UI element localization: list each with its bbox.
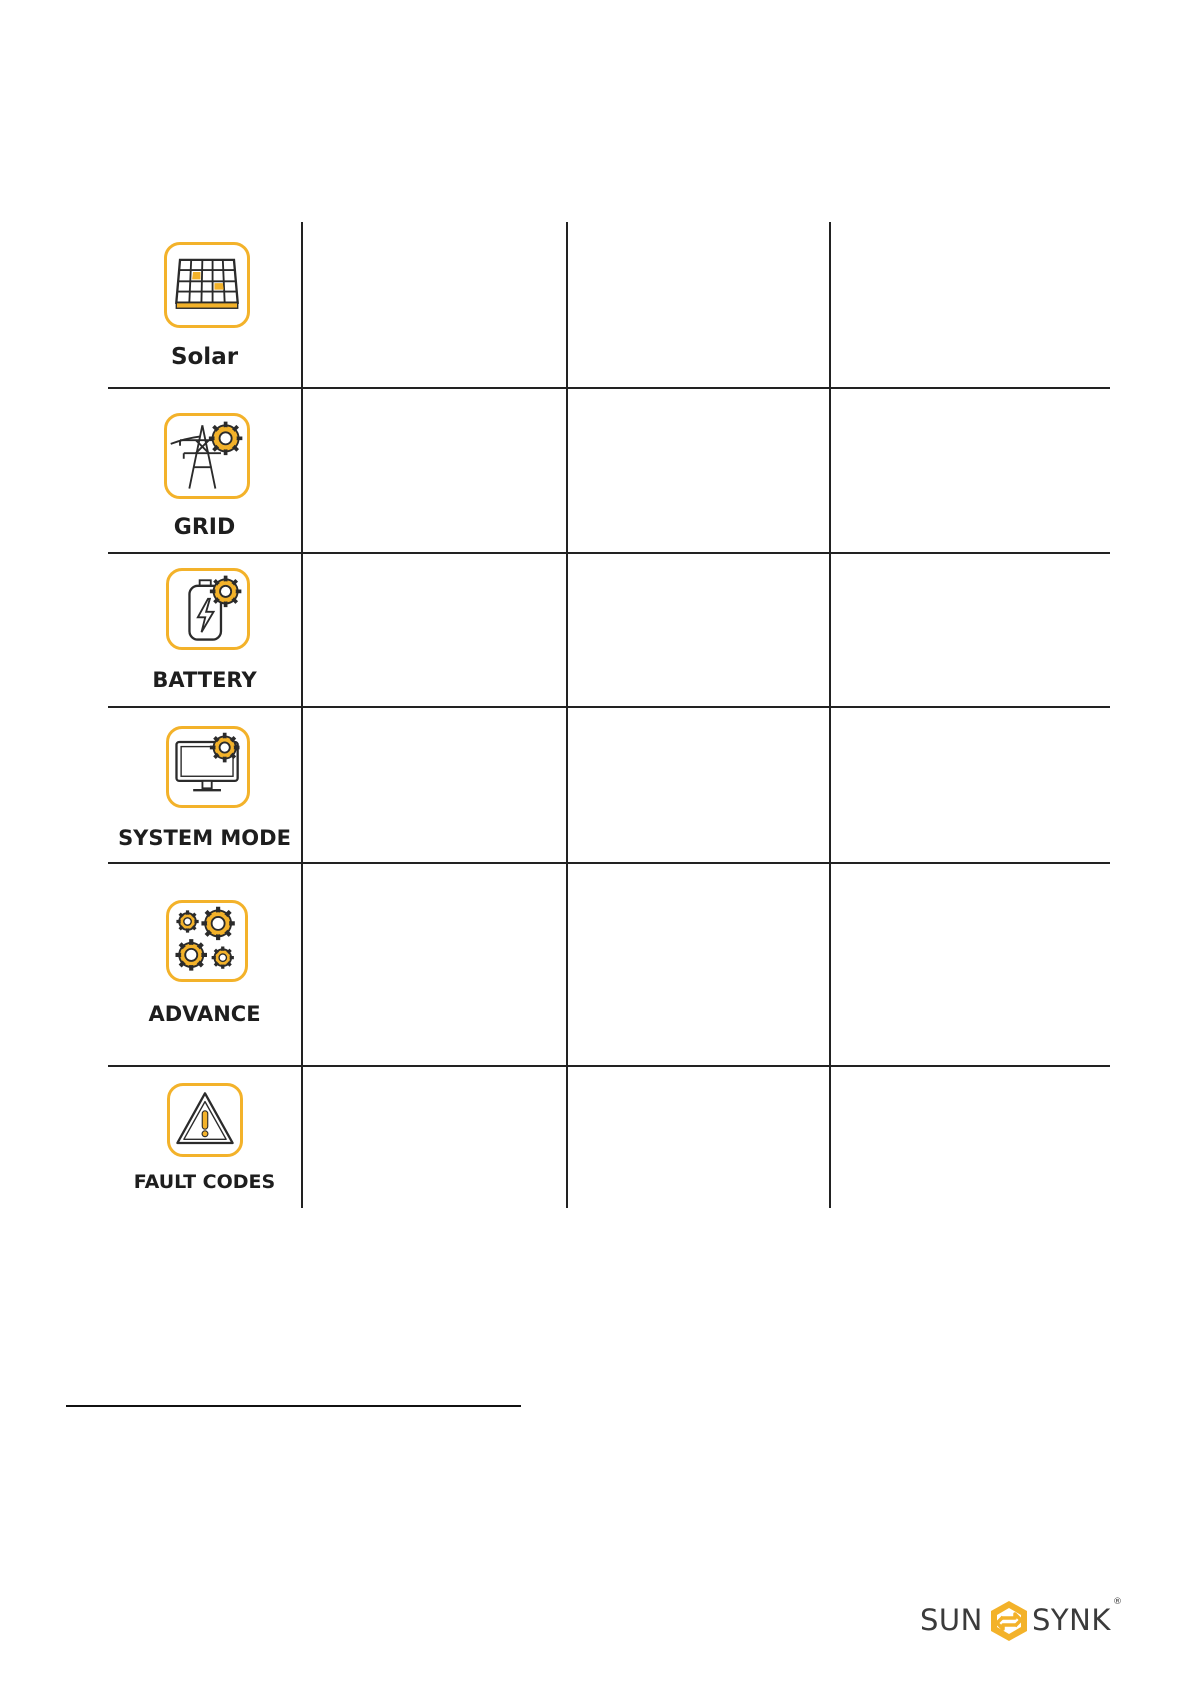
table-cell [301,552,566,706]
table-cell [566,1065,829,1208]
icon-cell [108,552,301,706]
row-label: ADVANCE [148,1002,261,1026]
table-cell [829,706,1110,862]
row-label: BATTERY [152,668,257,692]
table-cell [566,387,829,552]
table-cell [566,706,829,862]
table-cell [301,706,566,862]
logo-text-left: SUN [920,1603,983,1637]
table-row-system-mode [108,706,1110,862]
battery-gear-icon [166,568,250,650]
icon-cell [108,706,301,862]
logo-registered-mark: ® [1113,1597,1122,1607]
table-cell [829,1065,1110,1208]
row-label: FAULT CODES [133,1171,276,1193]
table-row-solar [108,222,1110,387]
table-cell [566,862,829,1065]
table-row-advance [108,862,1110,1065]
table-cell [301,1065,566,1208]
table-cell [301,222,566,387]
row-label: GRID [173,515,236,540]
table-cell [301,862,566,1065]
icon-cell [108,222,301,387]
logo-hexagon-icon [988,1599,1030,1643]
table-cell [829,552,1110,706]
grid-tower-gear-icon [164,413,250,499]
table-cell [829,387,1110,552]
icon-cell [108,862,301,1065]
table-cell [829,862,1110,1065]
table-cell [566,552,829,706]
table-row-battery [108,552,1110,706]
table-row-grid [108,387,1110,552]
warning-triangle-icon [167,1083,243,1157]
footnote-separator [66,1405,521,1407]
gears-icon [166,900,248,982]
sunsynk-logo [920,1597,1120,1645]
table-cell [566,222,829,387]
solar-panel-icon [164,242,250,328]
table-cell [301,387,566,552]
table-cell [829,222,1110,387]
logo-text-right: SYNK [1032,1603,1111,1637]
row-label: SYSTEM MODE [118,826,291,850]
row-label: Solar [170,344,239,370]
icon-cell [108,1065,301,1208]
table-row-fault-codes [108,1065,1110,1208]
monitor-gear-icon [166,726,250,808]
icon-cell [108,387,301,552]
